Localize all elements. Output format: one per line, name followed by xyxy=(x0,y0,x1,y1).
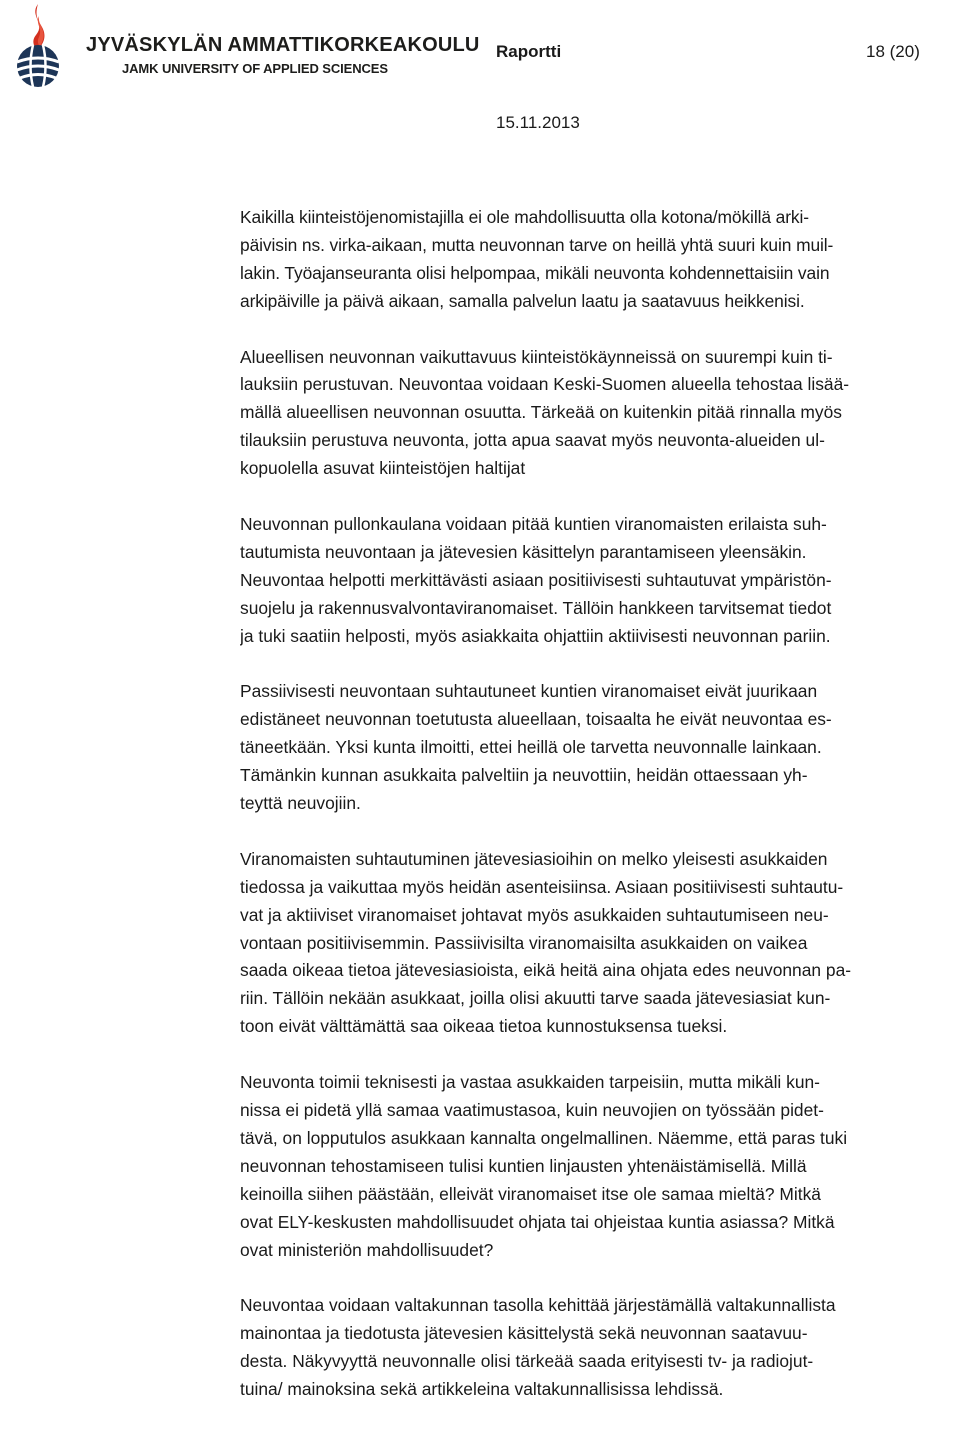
text-line: Neuvonta toimii teknisesti ja vastaa asukkaiden tarpeisiin, mutta mikäli kun- xyxy=(240,1072,820,1093)
text-line: Tämänkin kunnan asukkaita palveltiin ja neuvottiin, heidän ottaessaan yh- xyxy=(240,765,808,786)
document-type: Raportti xyxy=(496,42,562,61)
text-line: edistäneet neuvonnan toetutusta alueellaan, toisaalta he eivät neuvontaa es- xyxy=(240,709,832,730)
text-line: tiedossa ja vaikuttaa myös heidän asenteisiinsa. Asiaan positiivisesti suhtautu- xyxy=(240,876,844,897)
text-line: Passiivisesti neuvontaan suhtautuneet kuntien viranomaiset eivät juurikaan xyxy=(240,681,818,702)
paragraph xyxy=(240,846,960,1041)
text-line: päivisin ns. virka-aikaan, mutta neuvonnan tarve on heillä yhtä suuri kuin muil- xyxy=(240,234,834,255)
text-line: tuina/ mainoksina sekä artikkeleina valtakunnallisissa lehdissä. xyxy=(240,1379,724,1400)
text-line: neuvonnan tehostamiseen tulisi kuntien linjausten yhtenäistämisellä. Millä xyxy=(240,1155,807,1176)
paragraph xyxy=(240,344,960,483)
text-line: Neuvontaa voidaan valtakunnan tasolla kehittää järjestämällä valtakunnallista xyxy=(240,1295,836,1316)
text-line: lauksiin perustuvan. Neuvontaa voidaan Keski-Suomen alueella tehostaa lisää- xyxy=(240,374,850,395)
jamk-logo-icon xyxy=(2,2,74,92)
text-line: riin. Tällöin nekään asukkaat, joilla olisi akuutti tarve saada jätevesiasiat kun- xyxy=(240,988,831,1009)
text-line: täneetkään. Yksi kunta ilmoitti, ettei heillä ole tarvetta neuvonnalle lainkaan. xyxy=(240,737,822,758)
text-line: Neuvontaa helpotti merkittävästi asiaan positiivisesti suhtautuvat ympäristön- xyxy=(240,569,832,590)
paragraph xyxy=(240,678,960,817)
text-line: mainontaa ja tiedotusta jätevesien käsittelystä sekä neuvonnan saatavuu- xyxy=(240,1323,808,1344)
text-line: Kaikilla kiinteistöjenomistajilla ei ole mahdollisuutta olla kotona/mökillä arki- xyxy=(240,207,809,227)
text-line: arkipäiville ja päivä aikaan, samalla palvelun laatu ja saatavuus heikkenisi. xyxy=(240,290,805,311)
text-line: ovat ELY-keskusten mahdollisuudet ohjata tai ohjeistaa kuntia asiassa? Mitkä xyxy=(240,1211,835,1232)
text-line: lakin. Työajanseuranta olisi helpompaa, mikäli neuvonta kohdennettaisiin vain xyxy=(240,262,830,283)
text-line: keinoilla siihen päästään, elleivät viranomaiset itse ole samaa mieltä? Mitkä xyxy=(240,1183,821,1204)
text-line: vat ja aktiiviset viranomaiset johtavat myös asukkaiden suhtautumiseen neu- xyxy=(240,904,829,925)
text-line: ja tuki saatiin helposti, myös asiakkaita ohjattiin aktiivisesti neuvonnan pariin. xyxy=(240,625,831,646)
text-line: tävä, on lopputulos asukkaan kannalta ongelmallinen. Näemme, että paras tuki xyxy=(240,1127,848,1148)
text-line: saada oikeaa tietoa jätevesiasioista, eikä heitä aina ohjata edes neuvonnan pa- xyxy=(240,960,852,981)
text-line: toon eivät välttämättä saa oikeaa tietoa kunnostuksensa tueksi. xyxy=(240,1016,728,1037)
text-line: vontaan positiivisemmin. Passiivisilta viranomaisilta asukkaiden on vaikea xyxy=(240,932,808,953)
body-text xyxy=(240,204,960,1432)
text-line: suojelu ja rakennusvalvontaviranomaiset. Tällöin hankkeen tarvitsemat tiedot xyxy=(240,597,832,618)
paragraph xyxy=(240,511,960,650)
paragraph xyxy=(240,1069,960,1264)
paragraph xyxy=(240,1292,960,1404)
page-number: 18 (20) xyxy=(866,42,920,61)
text-line: Neuvonnan pullonkaulana voidaan pitää kuntien viranomaisten erilaista suh- xyxy=(240,514,827,535)
text-line: mällä alueellisen neuvonnan osuutta. Tärkeää on kuitenkin pitää rinnalla myös xyxy=(240,402,842,423)
text-line: Alueellisen neuvonnan vaikuttavuus kiinteistökäynneissä on suurempi kuin ti- xyxy=(240,346,833,367)
text-line: nissa ei pidetä yllä samaa vaatimustasoa, kuin neuvojien on työssään pidet- xyxy=(240,1100,824,1121)
university-name-fi: JYVÄSKYLÄN AMMATTIKORKEAKOULU xyxy=(86,34,480,56)
university-name-en: JAMK UNIVERSITY OF APPLIED SCIENCES xyxy=(122,61,388,76)
document-date: 15.11.2013 xyxy=(496,113,580,132)
text-line: tautumista neuvontaan ja jätevesien käsittelyn parantamiseen yleensäkin. xyxy=(240,541,807,562)
text-line: kopuolella asuvat kiinteistöjen haltijat xyxy=(240,458,526,479)
text-line: Viranomaisten suhtautuminen jätevesiasioihin on melko yleisesti asukkaiden xyxy=(240,848,828,869)
paragraph xyxy=(240,204,960,316)
text-line: tilauksiin perustuva neuvonta, jotta apua saavat myös neuvonta-alueiden ul- xyxy=(240,430,825,451)
text-line: teyttä neuvojiin. xyxy=(240,793,361,814)
text-line: ovat ministeriön mahdollisuudet? xyxy=(240,1239,494,1260)
text-line: desta. Näkyvyyttä neuvonnalle olisi tärkeää saada erityisesti tv- ja radiojut- xyxy=(240,1351,814,1372)
